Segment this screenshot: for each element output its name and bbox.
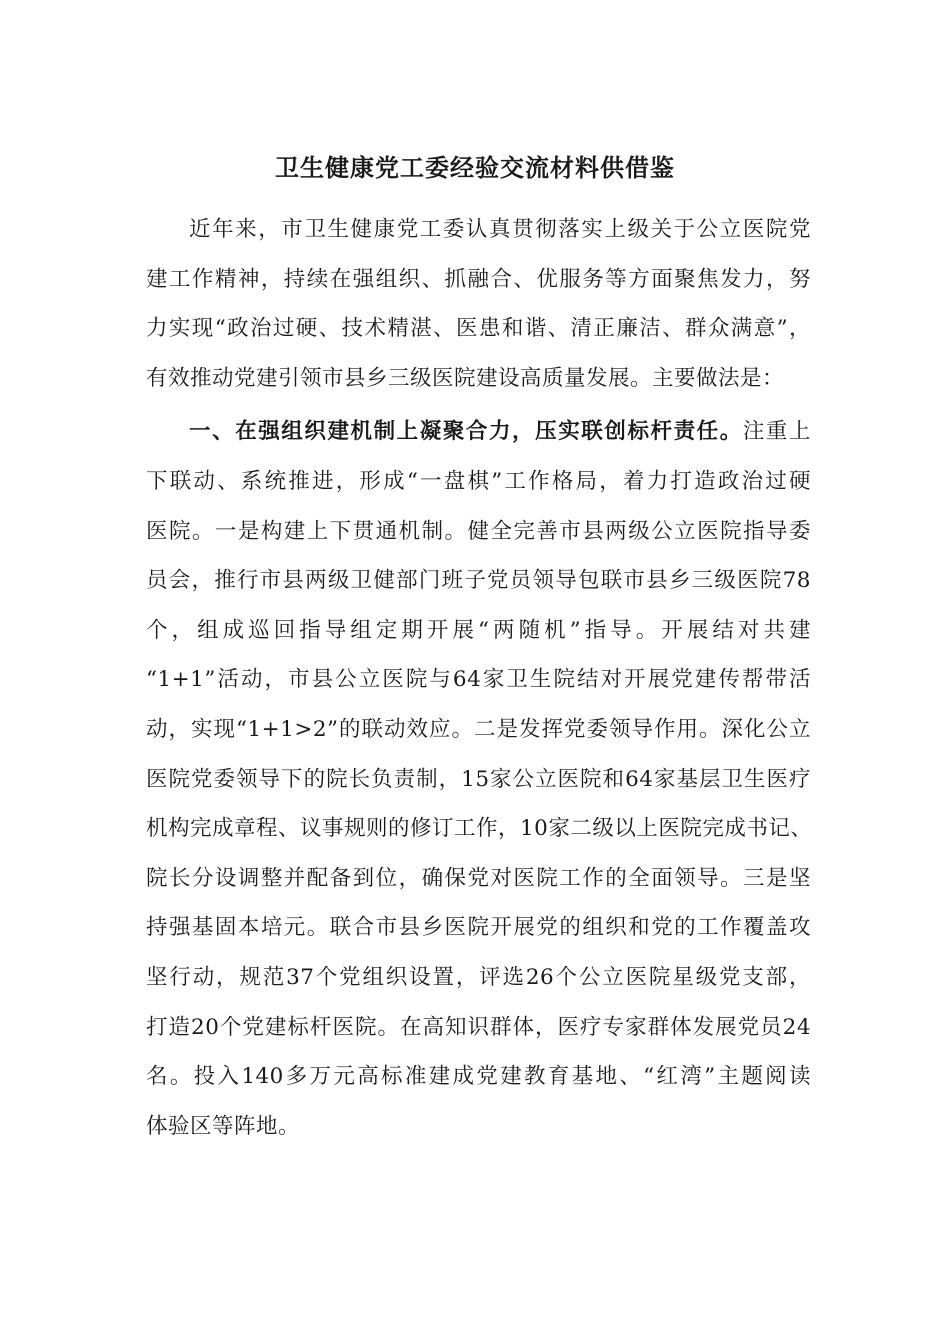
paragraph-line: 个，组成巡回指导组定期开展“两随机”指导。开展结对共建 [146, 617, 811, 643]
section-heading: 一、在强组织建机制上凝聚合力，压实联创标杆责任。 [189, 419, 743, 445]
paragraph-text: 注重上 [742, 419, 811, 445]
paragraph-line: 建工作精神，持续在强组织、抓融合、优服务等方面聚焦发力，努 [146, 266, 811, 292]
paragraph-line: 医院党委领导下的院长负责制，15家公立医院和64家基层卫生医疗 [146, 766, 811, 792]
paragraph-line: 打造20个党建标杆医院。在高知识群体，医疗专家群体发展党员24 [146, 1014, 811, 1040]
paragraph-line: 员会，推行市县两级卫健部门班子党员领导包联市县乡三级医院78 [146, 568, 811, 594]
paragraph-line: 医院。一是构建上下贯通机制。健全完善市县两级公立医院指导委 [146, 518, 811, 544]
section-1-paragraph [146, 407, 811, 1151]
paragraph-line: “1+1”活动，市县公立医院与64家卫生院结对开展党建传帮带活 [146, 667, 811, 693]
paragraph-line: 持强基固本培元。联合市县乡医院开展党的组织和党的工作覆盖攻 [146, 915, 811, 941]
paragraph-line: 坚行动，规范37个党组织设置，评选26个公立医院星级党支部， [146, 964, 811, 990]
paragraph-line: 动，实现“1+1>2”的联动效应。二是发挥党委领导作用。深化公立 [146, 716, 811, 742]
paragraph-line: 近年来，市卫生健康党工委认真贯彻落实上级关于公立医院党 [189, 217, 811, 242]
paragraph-line: 下联动、系统推进，形成“一盘棋”工作格局，着力打造政治过硬 [146, 468, 811, 494]
document-title: 卫生健康党工委经验交流材料供借鉴 [275, 153, 675, 182]
intro-paragraph [146, 205, 811, 403]
paragraph-line: 院长分设调整并配备到位，确保党对医院工作的全面领导。三是坚 [146, 865, 811, 891]
section-1-first-line [146, 407, 811, 457]
paragraph-line: 机构完成章程、议事规则的修订工作，10家二级以上医院完成书记、 [146, 816, 813, 842]
paragraph-line: 有效推动党建引领市县乡三级医院建设高质量发展。主要做法是： [146, 365, 785, 391]
paragraph-line: 名。投入140多万元高标准建成党建教育基地、“红湾”主题阅读 [146, 1064, 811, 1090]
paragraph-line: 力实现“政治过硬、技术精湛、医患和谐、清正廉洁、群众满意”， [146, 316, 811, 342]
paragraph-line: 体验区等阵地。 [146, 1113, 301, 1139]
document-body [146, 205, 811, 1151]
